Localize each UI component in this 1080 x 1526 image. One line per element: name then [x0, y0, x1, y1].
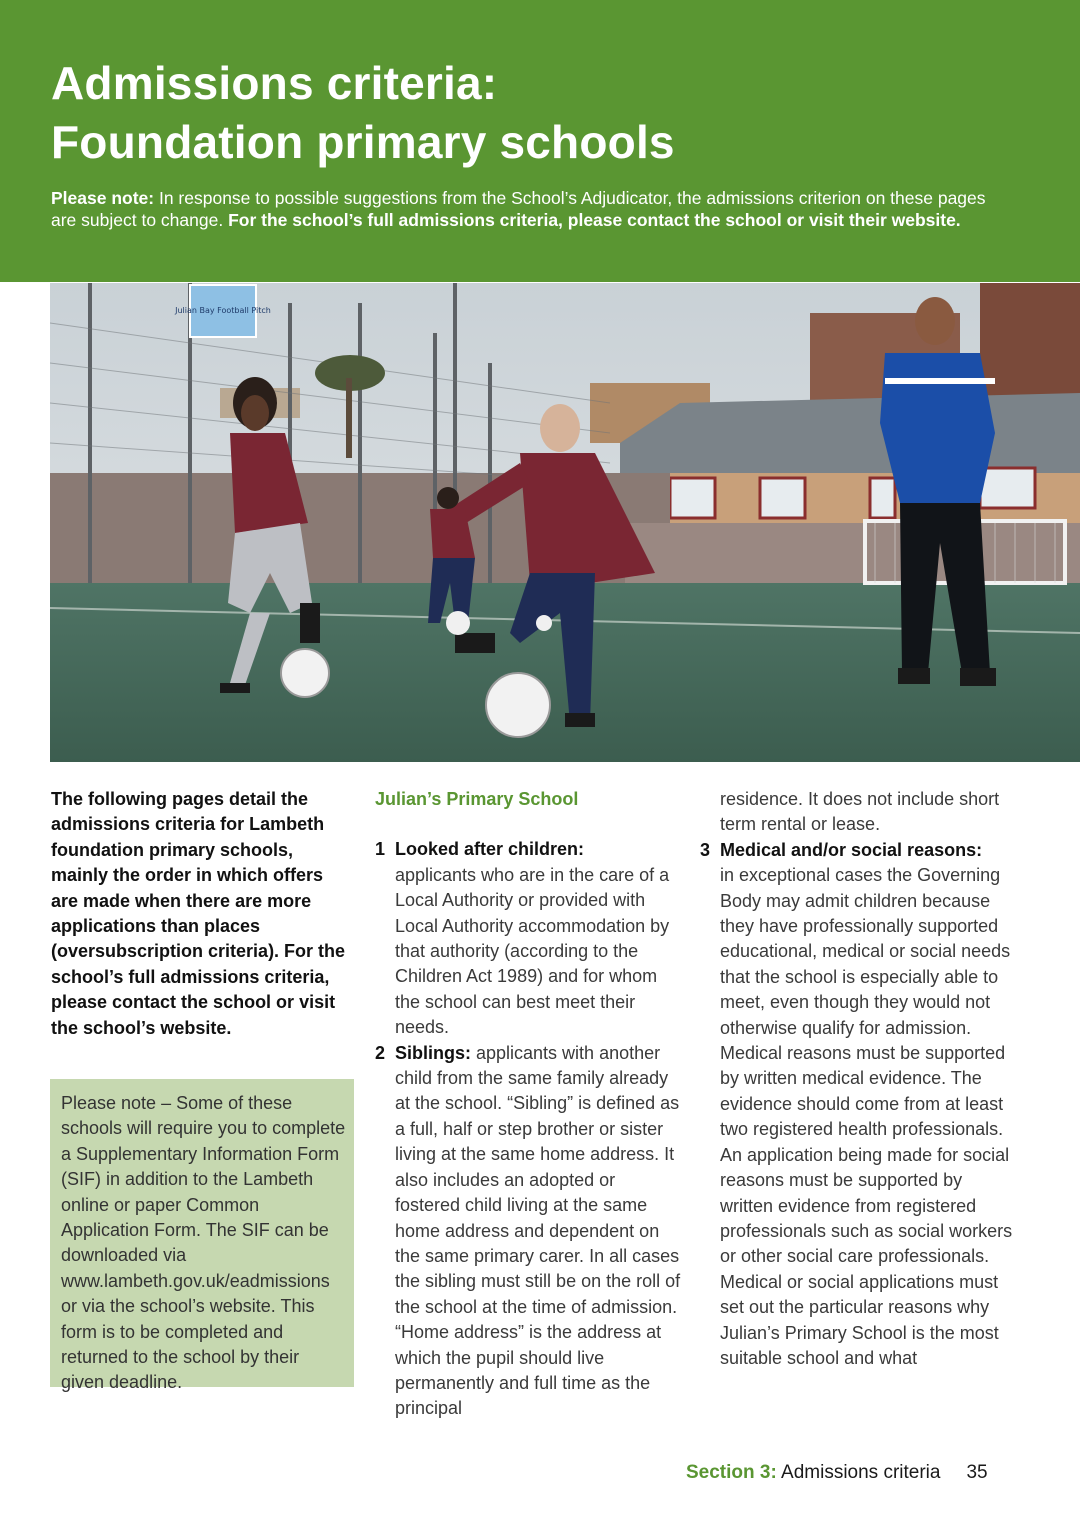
header-banner — [0, 0, 1080, 282]
footer-section-label: Section 3: — [686, 1462, 777, 1483]
header-note-text: In response to possible suggestions from the School’s Adjudicator, the admissions criterion on these pages are subject to change. — [51, 188, 986, 230]
criteria-column-right — [700, 787, 1020, 1371]
criterion-continued-text: residence. It does not include short term rental or lease. — [720, 789, 1000, 835]
page-title — [51, 54, 675, 172]
criterion-number: 2 — [375, 1042, 386, 1063]
school-name: Julian’s Primary School — [375, 789, 579, 809]
supplementary-note-text: Some of these schools will require you to complete a Supplementary Information Form (SIF) in addition to the Lambeth online or paper Common Application Form. The SIF can be downloaded via www.lambeth.gov.uk/eadmissions or via the school’s website. This form is to be completed and returned to the school by their given deadline. — [61, 1093, 346, 1393]
criterion-medical-social — [700, 838, 1020, 1372]
criterion-looked-after — [375, 837, 685, 1040]
criterion-text: applicants who are in the care of a Local Authority or provided with Local Authority accommodation by that authority (according to the Children Act 1989) and for whom the school can best meet their needs. — [395, 864, 670, 1038]
pitch-sign-text: Julian Bay Football Pitch — [175, 306, 271, 315]
page-footer — [686, 1461, 988, 1485]
title-line-1: Admissions criteria: — [51, 57, 498, 109]
criteria-column-middle — [375, 787, 685, 1422]
page-number: 35 — [966, 1462, 988, 1483]
intro-text: The following pages detail the admissions criteria for Lambeth foundation primary schools, mainly the order in which offers are made when there are more applications than places (oversubscription criteria). For the school’s full admissions criteria, please contact the school or visit the school’s website. — [51, 789, 346, 1038]
criterion-text: applicants with another child from the same family already at the school. “Sibling” is defined as a full, half or step brother or sister living at the same home address. It also includes an adopted or fostered child living at the same home address and dependent on the same primary carer. In all cases the sibling must still be on the roll of the school at the time of admission. “Home address” is the address at which the pupil should live permanently and full time as the principal — [395, 1042, 681, 1419]
footer-section-title: Admissions criteria — [776, 1462, 941, 1483]
supplementary-note-box — [50, 1079, 354, 1393]
criterion-text: in exceptional cases the Governing Body may admit children because they have professionally supported educational, medical or social needs that the school is especially able to meet, even though they would not otherwise qualify for admission. Medical reasons must be supported by written medical evidence. The evidence should come from at least two registered health professionals. An application being made for social reasons must be supported by written evidence from registered professionals such as social workers or other social care professionals. Medical or social applications must set out the particular reasons why Julian’s Primary School is the most suitable school and what — [720, 865, 1013, 1368]
criterion-heading: Medical and/or social reasons: — [720, 839, 983, 860]
intro-column — [51, 787, 351, 1041]
header-note-bold: For the school’s full admissions criteria, please contact the school or visit their website. — [228, 210, 961, 230]
criterion-number: 3 — [700, 839, 711, 860]
header-note — [51, 187, 1011, 231]
criterion-number: 1 — [375, 839, 386, 860]
criterion-siblings — [375, 1041, 685, 1422]
supplementary-note-label: Please note – — [61, 1093, 177, 1113]
title-line-2: Foundation primary schools — [51, 116, 675, 168]
criterion-heading: Looked after children: — [395, 839, 585, 860]
supplementary-note — [61, 1091, 346, 1396]
criterion-heading: Siblings: — [395, 1042, 471, 1063]
header-note-label: Please note: — [51, 188, 155, 208]
football-photo — [50, 283, 1080, 762]
